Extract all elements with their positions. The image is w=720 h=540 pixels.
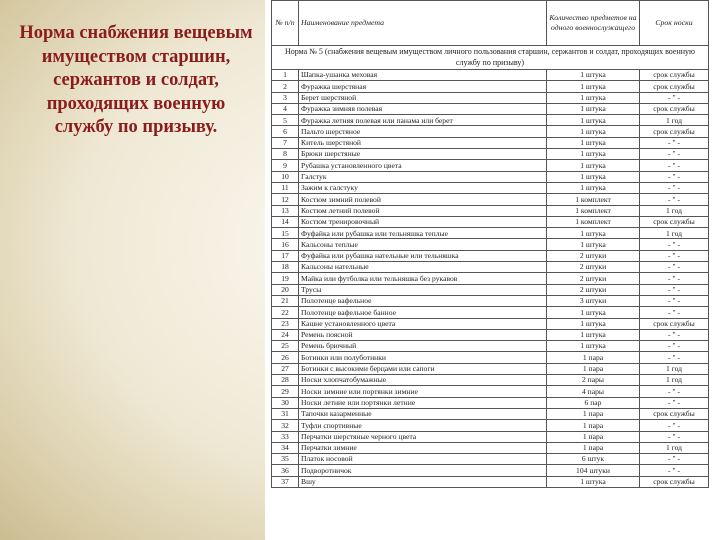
header-quantity: Количество предметов на одного военнослужащего [547,1,640,46]
row-item-name: Фуражка летняя полевая или панама или берет [299,115,547,126]
table-row [272,295,709,306]
row-wear-term: срок службы [640,81,709,92]
row-item-name: Перчатки шерстяные черного цвета [299,431,547,442]
row-number: 26 [272,352,299,363]
row-quantity: 1 штука [547,160,640,171]
row-wear-term: - " - [640,420,709,431]
row-item-name: Ремень брючный [299,341,547,352]
row-number: 8 [272,149,299,160]
row-wear-term: - " - [640,465,709,476]
row-quantity: 1 штука [547,126,640,137]
table-row [272,216,709,227]
group-title-row [272,46,709,70]
table-row [272,465,709,476]
table-row [272,307,709,318]
row-number: 21 [272,295,299,306]
table-row [272,103,709,114]
table-row [272,352,709,363]
row-number: 10 [272,171,299,182]
row-wear-term: - " - [640,307,709,318]
row-quantity: 6 штук [547,454,640,465]
row-number: 32 [272,420,299,431]
row-item-name: Вшу [299,476,547,487]
row-wear-term: - " - [640,194,709,205]
table-row [272,92,709,103]
table-row [272,171,709,182]
row-number: 1 [272,70,299,81]
header-number: № п/п [272,1,299,46]
row-item-name: Галстук [299,171,547,182]
row-quantity: 1 пара [547,363,640,374]
row-quantity: 1 штука [547,182,640,193]
row-item-name: Подворотничок [299,465,547,476]
row-wear-term: 1 год [640,228,709,239]
header-wear-term: Срок носки [640,1,709,46]
row-wear-term: - " - [640,329,709,340]
table-row [272,194,709,205]
row-number: 7 [272,137,299,148]
row-item-name: Брюки шерстяные [299,149,547,160]
table-row [272,126,709,137]
row-quantity: 1 штука [547,103,640,114]
row-quantity: 2 штуки [547,273,640,284]
row-quantity: 1 штука [547,329,640,340]
row-quantity: 1 комплект [547,194,640,205]
table-row [272,341,709,352]
row-wear-term: - " - [640,171,709,182]
table-row [272,408,709,419]
table-row [272,239,709,250]
table-row [272,250,709,261]
row-number: 15 [272,228,299,239]
table-row [272,273,709,284]
row-item-name: Фуфайка или рубашка нательные или тельняшка [299,250,547,261]
row-wear-term: - " - [640,352,709,363]
row-quantity: 1 пара [547,442,640,453]
row-quantity: 4 пары [547,386,640,397]
table-row [272,137,709,148]
table-row [272,160,709,171]
row-quantity: 2 штуки [547,250,640,261]
row-quantity: 1 штука [547,476,640,487]
row-wear-term: - " - [640,295,709,306]
table-row [272,115,709,126]
row-number: 31 [272,408,299,419]
row-quantity: 1 штука [547,307,640,318]
row-item-name: Зажим к галстуку [299,182,547,193]
row-number: 35 [272,454,299,465]
row-quantity: 1 штука [547,341,640,352]
row-item-name: Пальто шерстяное [299,126,547,137]
row-wear-term: срок службы [640,408,709,419]
table-row [272,442,709,453]
row-number: 9 [272,160,299,171]
row-quantity: 104 штуки [547,465,640,476]
row-number: 13 [272,205,299,216]
table-row [272,81,709,92]
row-item-name: Туфли спортивные [299,420,547,431]
row-wear-term: 1 год [640,115,709,126]
row-item-name: Шапка-ушанка меховая [299,70,547,81]
row-quantity: 1 комплект [547,216,640,227]
table-row [272,228,709,239]
row-number: 25 [272,341,299,352]
row-wear-term: - " - [640,262,709,273]
row-wear-term: - " - [640,273,709,284]
row-item-name: Ботинки или полуботинки [299,352,547,363]
table-header-row [272,1,709,46]
row-number: 19 [272,273,299,284]
table-row [272,363,709,374]
row-wear-term: срок службы [640,476,709,487]
header-item-name: Наименование предмета [299,1,547,46]
table-row [272,386,709,397]
row-wear-term: срок службы [640,318,709,329]
row-quantity: 1 пара [547,408,640,419]
row-item-name: Фуражка зимняя полевая [299,103,547,114]
row-wear-term: 1 год [640,375,709,386]
row-number: 33 [272,431,299,442]
row-item-name: Фуражка шерстяная [299,81,547,92]
row-wear-term: - " - [640,386,709,397]
row-item-name: Китель шерстяной [299,137,547,148]
row-item-name: Фуфайка или рубашка или тельняшка теплые [299,228,547,239]
row-quantity: 6 пар [547,397,640,408]
row-item-name: Берет шерстяной [299,92,547,103]
row-number: 24 [272,329,299,340]
row-item-name: Костюм летний полевой [299,205,547,216]
row-wear-term: - " - [640,454,709,465]
row-wear-term: - " - [640,239,709,250]
row-item-name: Майка или футболка или тельняшка без рукавов [299,273,547,284]
row-quantity: 1 комплект [547,205,640,216]
row-quantity: 1 штука [547,228,640,239]
row-number: 22 [272,307,299,318]
table-row [272,262,709,273]
row-number: 18 [272,262,299,273]
row-wear-term: 1 год [640,442,709,453]
row-wear-term: 1 год [640,205,709,216]
table-row [272,329,709,340]
row-wear-term: 1 год [640,363,709,374]
row-quantity: 1 пара [547,420,640,431]
row-wear-term: срок службы [640,126,709,137]
table-row [272,318,709,329]
table-row [272,375,709,386]
row-item-name: Костюм зимний полевой [299,194,547,205]
row-number: 3 [272,92,299,103]
row-wear-term: - " - [640,137,709,148]
row-number: 36 [272,465,299,476]
row-number: 14 [272,216,299,227]
table-row [272,454,709,465]
row-wear-term: - " - [640,250,709,261]
row-quantity: 1 штука [547,81,640,92]
row-number: 2 [272,81,299,92]
row-quantity: 1 штука [547,92,640,103]
supply-norm-table [271,0,709,488]
row-quantity: 1 штука [547,137,640,148]
row-item-name: Перчатки зимние [299,442,547,453]
row-number: 5 [272,115,299,126]
row-number: 6 [272,126,299,137]
row-item-name: Тапочки казарменные [299,408,547,419]
row-wear-term: срок службы [640,70,709,81]
row-wear-term: - " - [640,431,709,442]
table-row [272,182,709,193]
row-number: 27 [272,363,299,374]
row-quantity: 1 штука [547,149,640,160]
row-number: 37 [272,476,299,487]
row-wear-term: - " - [640,341,709,352]
row-number: 23 [272,318,299,329]
row-quantity: 2 штуки [547,284,640,295]
table-row [272,397,709,408]
row-quantity: 1 пара [547,431,640,442]
row-number: 34 [272,442,299,453]
row-item-name: Кальсоны теплые [299,239,547,250]
row-item-name: Кашне установленного цвета [299,318,547,329]
row-item-name: Носки хлопчатобумажные [299,375,547,386]
row-item-name: Рубашка установленного цвета [299,160,547,171]
row-quantity: 1 штука [547,239,640,250]
row-number: 12 [272,194,299,205]
row-item-name: Кальсоны нательные [299,262,547,273]
row-wear-term: срок службы [640,216,709,227]
row-item-name: Полотенце вафельное банное [299,307,547,318]
row-quantity: 1 пара [547,352,640,363]
document-table-panel [265,0,720,540]
row-number: 20 [272,284,299,295]
group-title: Норма № 5 (снабжения вещевым имуществом личного пользования старшин, сержантов и солдат, проходящих военную службу по призыву) [272,46,709,70]
row-wear-term: - " - [640,160,709,171]
row-number: 11 [272,182,299,193]
row-quantity: 1 штука [547,171,640,182]
table-row [272,420,709,431]
row-wear-term: - " - [640,182,709,193]
row-quantity: 1 штука [547,318,640,329]
row-quantity: 2 штуки [547,262,640,273]
table-row [272,476,709,487]
row-number: 17 [272,250,299,261]
row-item-name: Платок носовой [299,454,547,465]
table-row [272,431,709,442]
row-quantity: 1 штука [547,115,640,126]
row-item-name: Полотенце вафельное [299,295,547,306]
row-item-name: Трусы [299,284,547,295]
row-item-name: Носки зимние или портянки зимние [299,386,547,397]
row-wear-term: - " - [640,92,709,103]
row-wear-term: - " - [640,397,709,408]
page-title: Норма снабжения вещевым имуществом старшин, сержантов и солдат, проходящих военную службу по призыву. [19,23,253,137]
table-row [272,205,709,216]
row-item-name: Носки летние или портянки летние [299,397,547,408]
row-item-name: Ремень поясной [299,329,547,340]
row-number: 29 [272,386,299,397]
row-wear-term: срок службы [640,103,709,114]
row-item-name: Ботинки с высокими берцами или сапоги [299,363,547,374]
row-wear-term: - " - [640,149,709,160]
table-row [272,70,709,81]
table-row [272,149,709,160]
row-number: 16 [272,239,299,250]
table-row [272,284,709,295]
row-number: 30 [272,397,299,408]
row-number: 28 [272,375,299,386]
row-number: 4 [272,103,299,114]
row-quantity: 3 штуки [547,295,640,306]
row-quantity: 2 пары [547,375,640,386]
row-wear-term: - " - [640,284,709,295]
row-quantity: 1 штука [547,70,640,81]
row-item-name: Костюм тренировочный [299,216,547,227]
